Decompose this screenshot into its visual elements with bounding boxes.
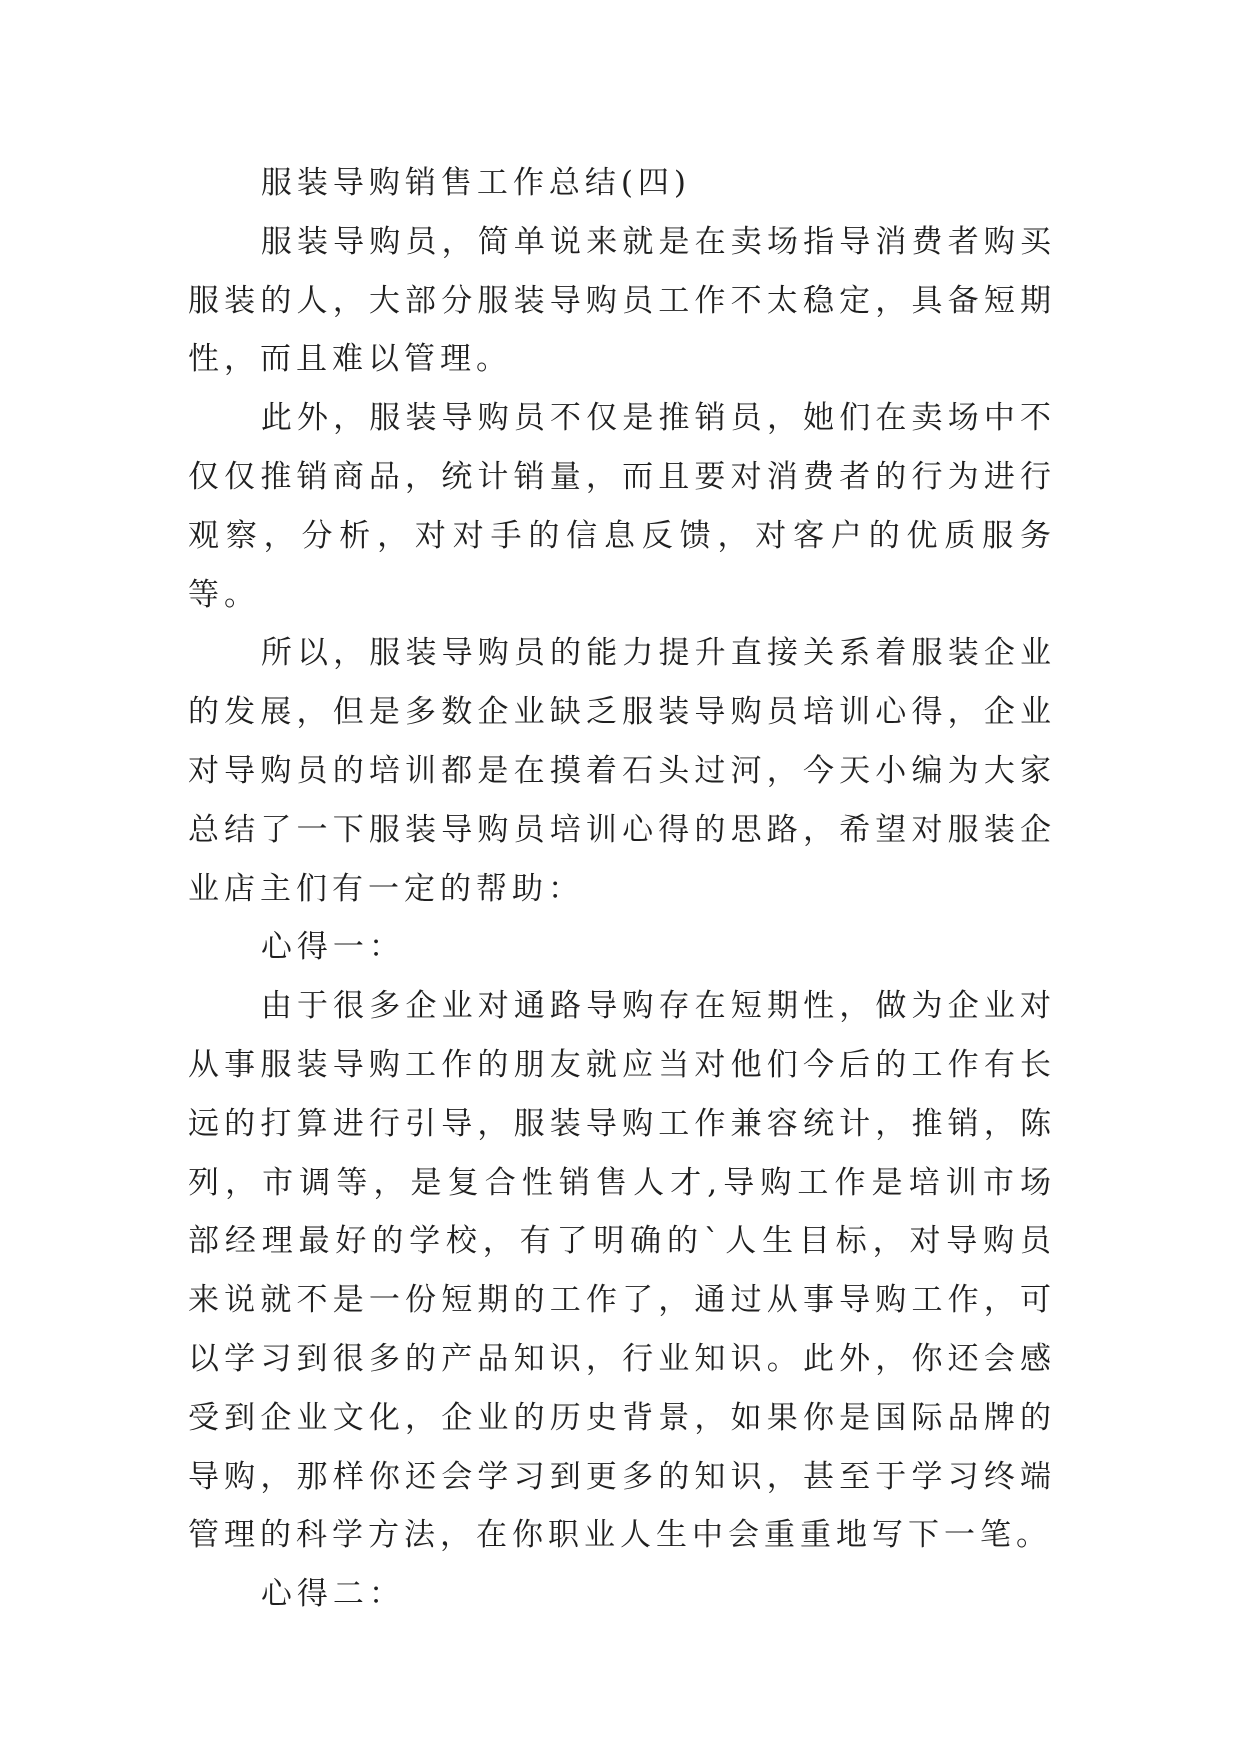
document-title: 服装导购销售工作总结(四) [260,165,692,201]
document-body [188,154,1056,1624]
paragraph-duties: 此外，服装导购员不仅是推销员，她们在卖场中不仅仅推销商品，统计销量，而且要对消费者的行为进行观察，分析，对对手的信息反馈，对客户的优质服务等。 [188,400,1056,613]
paragraph-insight-one: 由于很多企业对通路导购存在短期性，做为企业对从事服装导购工作的朋友就应当对他们今后的工作有长远的打算进行引导，服装导购工作兼容统计，推销，陈列，市调等，是复合性销售人才,导购工作是培训市场部经理最好的学校，有了明确的`人生目标，对导购员来说就不是一份短期的工作了，通过从事导购工作，可以学习到很多的产品知识，行业知识。此外，你还会感受到企业文化，企业的历史背景，如果你是国际品牌的导购，那样你还会学习到更多的知识，甚至于学习终端管理的科学方法，在你职业人生中会重重地写下一笔。 [188,988,1056,1554]
section-heading-insight-two: 心得二： [260,1576,405,1613]
paragraph-intro: 服装导购员，简单说来就是在卖场指导消费者购买服装的人，大部分服装导购员工作不太稳定，具备短期性，而且难以管理。 [188,223,1056,378]
section-heading-insight-one: 心得一： [260,929,405,966]
paragraph-importance: 所以，服装导购员的能力提升直接关系着服装企业的发展，但是多数企业缺乏服装导购员培训心得，企业对导购员的培训都是在摸着石头过河，今天小编为大家总结了一下服装导购员培训心得的思路，希望对服装企业店主们有一定的帮助： [188,635,1056,907]
